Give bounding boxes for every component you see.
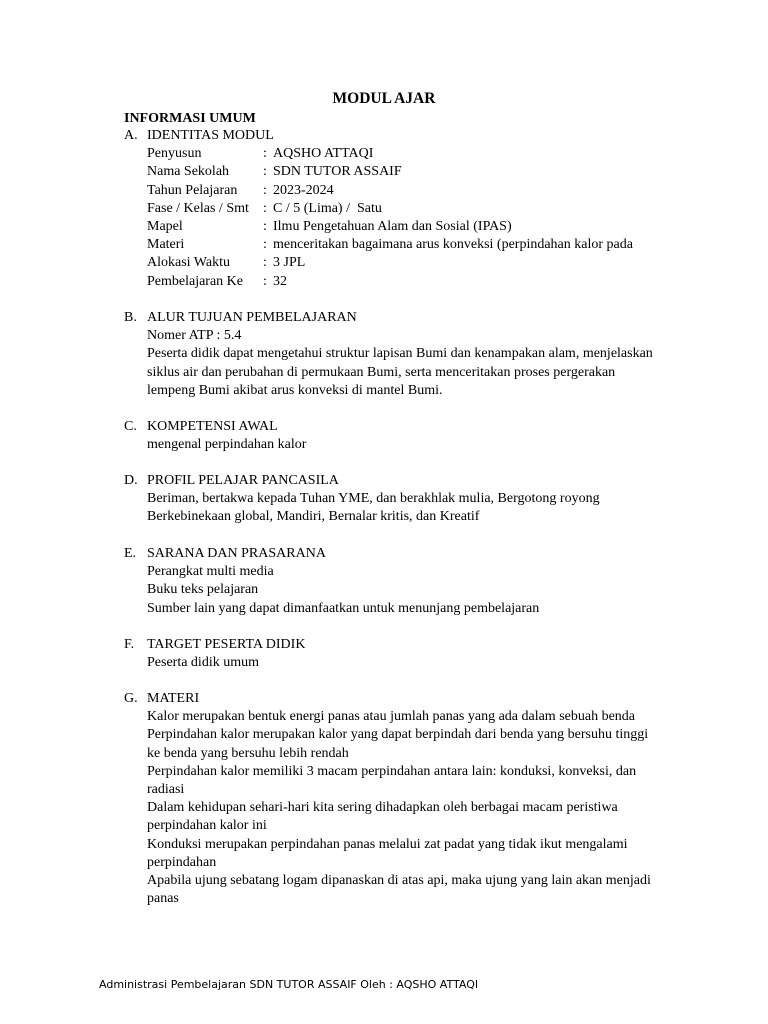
field-label: Penyusun [147, 146, 202, 162]
field-value: SDN TUTOR ASSAIF [273, 164, 402, 180]
section-heading [124, 418, 664, 436]
section-profil-pelajar [124, 472, 664, 527]
field-separator: : [263, 237, 267, 253]
paragraph: Dalam kehidupan sehari-hari kita sering dihadapkan oleh berbagai macam peristiwa perpindahan kalor ini [147, 800, 618, 834]
section-title: KOMPETENSI AWAL [147, 419, 278, 434]
section-letter: G. [124, 691, 138, 706]
section-title: SARANA DAN PRASARANA [147, 546, 326, 561]
field-separator: : [263, 219, 267, 235]
section-body [147, 327, 664, 400]
field-value: C / 5 (Lima) / Satu [273, 200, 382, 216]
field-separator: : [263, 200, 267, 216]
section-materi [124, 690, 664, 908]
field-value: 3 JPL [273, 255, 306, 271]
section-letter: C. [124, 419, 137, 434]
section-heading [124, 309, 664, 327]
field-value: AQSHO ATTAQI [273, 146, 374, 162]
field-row [147, 273, 664, 291]
field-separator: : [263, 273, 267, 289]
paragraph: Perpindahan kalor merupakan kalor yang dapat berpindah dari benda yang bersuhu tinggi ke benda yang bersuhu lebih rendah [147, 727, 649, 761]
section-title: PROFIL PELAJAR PANCASILA [147, 473, 339, 488]
section-letter: E. [124, 546, 137, 561]
paragraph: Peserta didik dapat mengetahui struktur lapisan Bumi dan kenampakan alam, menjelaskan siklus air dan perubahan di permukaan Bumi, serta menceritakan proses pergerakan lempeng Bumi akibat arus konveksi di mantel Bumi. [147, 346, 653, 398]
list-item: Sumber lain yang dapat dimanfaatkan untuk menunjang pembelajaran [147, 600, 540, 616]
field-label: Alokasi Waktu [147, 255, 230, 271]
section-kompetensi-awal [124, 418, 664, 454]
field-label: Mapel [147, 219, 183, 235]
document-title: MODUL AJAR [332, 90, 436, 107]
paragraph: Apabila ujung sebatang logam dipanaskan di atas api, maka ujung yang lain akan menjadi panas [147, 873, 651, 907]
field-separator: : [263, 255, 267, 271]
atp-number: Nomer ATP : 5.4 [147, 328, 242, 344]
field-value: 2023-2024 [273, 182, 334, 198]
field-row [147, 145, 664, 163]
identity-table [147, 145, 664, 291]
field-row [147, 254, 664, 272]
field-row [147, 163, 664, 181]
field-value: menceritakan bagaimana arus konveksi (perpindahan kalor pada [273, 237, 633, 253]
section-body [147, 563, 664, 618]
section-alur-tujuan [124, 309, 664, 400]
list-item: Buku teks pelajaran [147, 582, 259, 598]
field-label: Pembelajaran Ke [147, 273, 244, 289]
section-subtitle: INFORMASI UMUM [124, 111, 256, 126]
section-title: ALUR TUJUAN PEMBELAJARAN [147, 310, 357, 325]
field-label: Fase / Kelas / Smt [147, 200, 249, 216]
field-row [147, 236, 664, 254]
section-identitas-modul [124, 127, 664, 291]
section-sarana-prasarana [124, 545, 664, 618]
paragraph: Peserta didik umum [147, 655, 259, 671]
section-title: TARGET PESERTA DIDIK [147, 637, 306, 652]
field-label: Nama Sekolah [147, 164, 230, 180]
section-heading [124, 545, 664, 563]
section-letter: B. [124, 310, 137, 325]
section-letter: F. [124, 637, 135, 652]
field-separator: : [263, 182, 267, 198]
field-value: 32 [273, 273, 287, 289]
section-title: IDENTITAS MODUL [147, 128, 274, 143]
section-heading [124, 690, 664, 708]
section-body [147, 708, 652, 908]
section-title: MATERI [147, 691, 200, 706]
section-heading [124, 472, 664, 490]
section-target-peserta [124, 636, 664, 672]
paragraph: Perpindahan kalor memiliki 3 macam perpindahan antara lain: konduksi, konveksi, dan radiasi [147, 763, 637, 798]
section-letter: A. [124, 128, 138, 143]
section-heading [124, 636, 664, 654]
field-separator: : [263, 164, 267, 180]
section-body [147, 490, 664, 526]
section-body [147, 654, 664, 672]
field-label: Materi [147, 237, 185, 253]
field-row [147, 218, 664, 236]
paragraph: Kalor merupakan bentuk energi panas atau jumlah panas yang ada dalam sebuah benda [147, 709, 636, 725]
section-body [147, 436, 664, 454]
field-separator: : [263, 146, 267, 162]
paragraph: Berkebinekaan global, Mandiri, Bernalar kritis, dan Kreatif [147, 509, 480, 525]
paragraph: Konduksi merupakan perpindahan panas melalui zat padat yang tidak ikut mengalami perpindahan [147, 836, 628, 870]
page-footer: Administrasi Pembelajaran SDN TUTOR ASSAIF Oleh : AQSHO ATTAQI [99, 978, 479, 991]
paragraph: mengenal perpindahan kalor [147, 437, 307, 453]
field-row [147, 200, 664, 218]
section-heading [124, 127, 664, 145]
paragraph: Beriman, bertakwa kepada Tuhan YME, dan berakhlak mulia, Bergotong royong [147, 491, 600, 507]
field-row [147, 182, 664, 200]
list-item: Perangkat multi media [147, 564, 274, 580]
field-label: Tahun Pelajaran [147, 182, 238, 198]
section-letter: D. [124, 473, 138, 488]
field-value: Ilmu Pengetahuan Alam dan Sosial (IPAS) [273, 219, 512, 235]
